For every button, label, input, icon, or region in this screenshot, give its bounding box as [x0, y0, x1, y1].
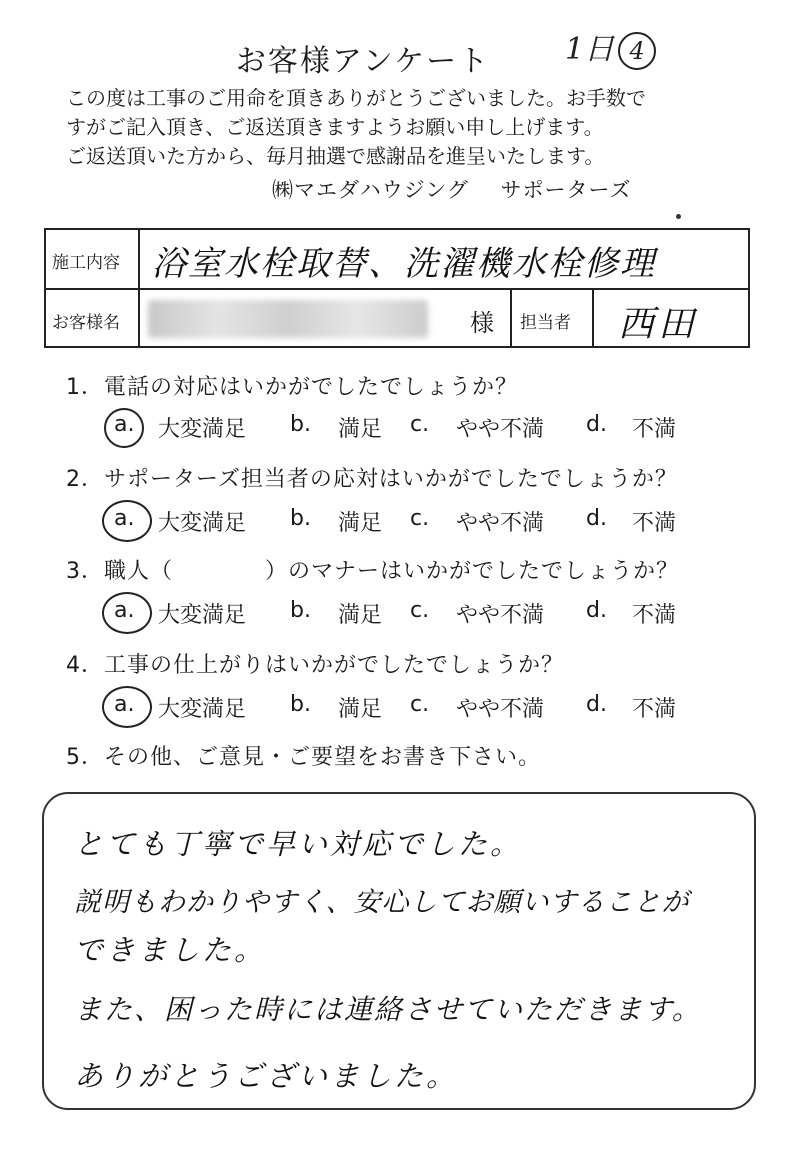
intro-line-2: すがご記入頂き、ご返送頂きますようお願い申し上げます。: [66, 115, 604, 139]
option-d-letter[interactable]: d.: [586, 412, 607, 437]
option-d-label: 不満: [632, 511, 677, 536]
option-a-label: 大変満足: [158, 417, 247, 442]
option-d-letter[interactable]: d.: [586, 692, 607, 717]
comment-line-5: ありがとうございました。: [74, 1059, 459, 1093]
company-name: ㈱マエダハウジング サポーターズ: [272, 178, 632, 202]
option-c-letter[interactable]: c.: [410, 506, 430, 531]
option-b-label: 満足: [338, 697, 383, 722]
option-b-label: 満足: [338, 417, 383, 442]
option-a-letter[interactable]: a.: [114, 412, 135, 437]
handwritten-date-memo: [565, 24, 656, 70]
option-b-letter[interactable]: b.: [290, 598, 311, 623]
option-a-label: 大変満足: [158, 511, 247, 536]
comment-line-1: とても丁寧で早い対応でした。: [74, 827, 523, 861]
intro-line-1: この度は工事のご用命を頂きありがとうございました。お手数で: [66, 86, 646, 110]
option-d-letter[interactable]: d.: [586, 506, 607, 531]
option-c-label: やや不満: [456, 697, 545, 722]
work-content-label: 施工内容: [52, 253, 120, 273]
ink-dot: [676, 214, 681, 219]
question-4: 4．工事の仕上がりはいかがでしたでしょうか？: [66, 653, 564, 678]
option-c-label: やや不満: [456, 511, 545, 536]
memo-circled-number: 4: [618, 32, 656, 70]
table-col-divider: [592, 288, 594, 348]
option-c-letter[interactable]: c.: [410, 692, 430, 717]
option-b-label: 満足: [338, 603, 383, 628]
option-d-label: 不満: [632, 697, 677, 722]
option-b-letter[interactable]: b.: [290, 506, 311, 531]
staff-value: 西田: [618, 304, 699, 345]
page-title: お客様アンケート: [235, 44, 491, 79]
option-d-label: 不満: [632, 417, 677, 442]
option-a-label: 大変満足: [158, 603, 247, 628]
table-col-divider: [138, 228, 140, 348]
option-d-label: 不満: [632, 603, 677, 628]
staff-label: 担当者: [520, 313, 571, 333]
question-1: 1．電話の対応はいかがでしたでしょうか？: [66, 375, 518, 400]
option-c-label: やや不満: [456, 417, 545, 442]
option-b-letter[interactable]: b.: [290, 692, 311, 717]
table-col-divider: [510, 288, 512, 348]
work-content-value: 浴室水栓取替、洗濯機水栓修理: [152, 244, 656, 284]
table-row-divider: [44, 288, 750, 290]
option-c-letter[interactable]: c.: [410, 412, 430, 437]
option-a-letter[interactable]: a.: [114, 692, 135, 717]
customer-suffix: 様: [470, 309, 494, 337]
intro-text: [66, 84, 646, 171]
option-c-label: やや不満: [456, 603, 545, 628]
option-a-letter[interactable]: a.: [114, 598, 135, 623]
option-d-letter[interactable]: d.: [586, 598, 607, 623]
comment-line-4: また、困った時には連絡させていただきます。: [74, 993, 702, 1026]
option-b-label: 満足: [338, 511, 383, 536]
intro-line-3: ご返送頂いた方から、毎月抽選で感謝品を進呈いたします。: [66, 144, 605, 168]
comment-line-3: できました。: [74, 933, 267, 967]
question-5: 5．その他、ご意見・ご要望をお書き下さい。: [66, 745, 541, 770]
question-3: 3．職人（ ）のマナーはいかがでしたでしょうか？: [66, 559, 679, 584]
option-b-letter[interactable]: b.: [290, 412, 311, 437]
customer-name-label: お客様名: [52, 313, 120, 333]
customer-name-redacted: [148, 300, 428, 338]
comment-line-2: 説明もわかりやすく、安心してお願いすることが: [74, 887, 690, 918]
option-a-letter[interactable]: a.: [114, 506, 135, 531]
question-2: 2．サポーターズ担当者の応対はいかがでしたでしょうか？: [66, 467, 678, 492]
option-c-letter[interactable]: c.: [410, 598, 430, 623]
option-a-label: 大変満足: [158, 697, 247, 722]
memo-day: 1日: [565, 32, 615, 67]
